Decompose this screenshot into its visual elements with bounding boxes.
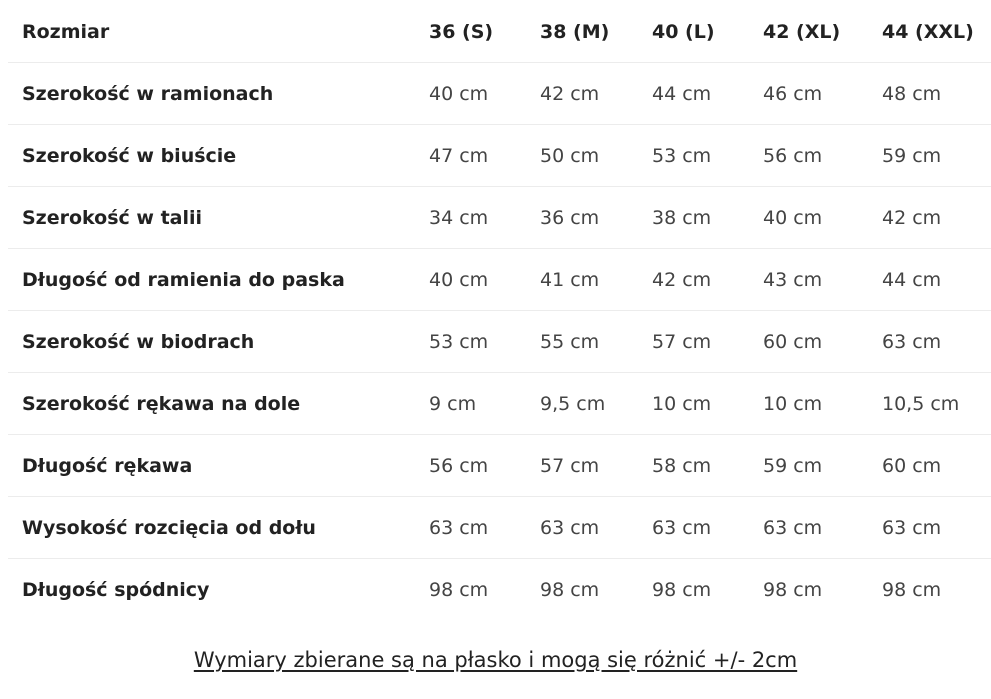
table-row (8, 311, 991, 373)
table-row (8, 497, 991, 559)
table-cell: 63 cm (763, 497, 882, 559)
table-cell: 98 cm (652, 578, 712, 601)
table-cell: 98 cm (429, 578, 489, 601)
table-cell: 53 cm (429, 311, 540, 373)
table-cell: 50 cm (540, 125, 652, 187)
table-row (8, 373, 991, 435)
table-header-row (8, 1, 991, 63)
row-label: Długość spódnicy (22, 578, 210, 601)
table-cell: 40 cm (429, 63, 540, 125)
table-cell: 55 cm (540, 311, 652, 373)
header-size-s: 36 (S) (429, 1, 540, 63)
header-size-xl: 42 (XL) (763, 1, 882, 63)
table-cell: 10 cm (652, 373, 763, 435)
table-cell: 34 cm (429, 187, 540, 249)
table-cell: 42 cm (882, 187, 991, 249)
table-cell: 57 cm (652, 311, 763, 373)
header-size-xxl: 44 (XXL) (882, 1, 991, 63)
row-label: Wysokość rozcięcia od dołu (8, 497, 429, 559)
table-cell: 40 cm (429, 249, 540, 311)
size-chart-table (8, 1, 991, 620)
row-label: Długość rękawa (8, 435, 429, 497)
table-row (8, 249, 991, 311)
table-cell: 41 cm (540, 249, 652, 311)
table-cell: 43 cm (763, 249, 882, 311)
table-cell: 63 cm (540, 497, 652, 559)
table-row (8, 187, 991, 249)
table-cell: 44 cm (652, 63, 763, 125)
table-cell: 59 cm (882, 125, 991, 187)
table-cell: 48 cm (882, 63, 991, 125)
table-cell: 53 cm (652, 125, 763, 187)
table-cell: 10,5 cm (882, 373, 991, 435)
table-cell: 63 cm (429, 497, 540, 559)
row-label: Długość od ramienia do paska (8, 249, 429, 311)
table-cell: 56 cm (763, 125, 882, 187)
table-cell: 38 cm (652, 187, 763, 249)
table-cell: 63 cm (882, 311, 991, 373)
table-cell: 46 cm (763, 63, 882, 125)
header-size-m: 38 (M) (540, 1, 652, 63)
table-cell: 56 cm (429, 435, 540, 497)
row-label: Szerokość rękawa na dole (8, 373, 429, 435)
table-cell: 40 cm (763, 187, 882, 249)
table-cell: 98 cm (540, 578, 600, 601)
table-row (8, 125, 991, 187)
table-cell: 63 cm (882, 497, 991, 559)
table-cell: 60 cm (882, 435, 991, 497)
header-size-l: 40 (L) (652, 1, 763, 63)
table-row (8, 559, 991, 621)
table-cell: 9 cm (429, 373, 540, 435)
table-cell: 47 cm (429, 125, 540, 187)
measurement-footnote: Wymiary zbierane są na płasko i mogą się różnić +/- 2cm (193, 648, 798, 672)
table-cell: 42 cm (652, 249, 763, 311)
table-row (8, 435, 991, 497)
table-cell: 60 cm (763, 311, 882, 373)
header-size-label: Rozmiar (8, 1, 429, 63)
row-label: Szerokość w biodrach (8, 311, 429, 373)
table-cell: 98 cm (763, 578, 823, 601)
table-cell: 59 cm (763, 435, 882, 497)
table-row (8, 63, 991, 125)
table-cell: 57 cm (540, 435, 652, 497)
row-label: Szerokość w talii (8, 187, 429, 249)
table-cell: 9,5 cm (540, 373, 652, 435)
row-label: Szerokość w biuście (8, 125, 429, 187)
table-cell: 36 cm (540, 187, 652, 249)
table-cell: 63 cm (652, 497, 763, 559)
table-cell: 10 cm (763, 373, 882, 435)
table-cell: 44 cm (882, 249, 991, 311)
table-cell: 58 cm (652, 435, 763, 497)
table-cell: 98 cm (882, 578, 942, 601)
row-label: Szerokość w ramionach (8, 63, 429, 125)
table-cell: 42 cm (540, 63, 652, 125)
